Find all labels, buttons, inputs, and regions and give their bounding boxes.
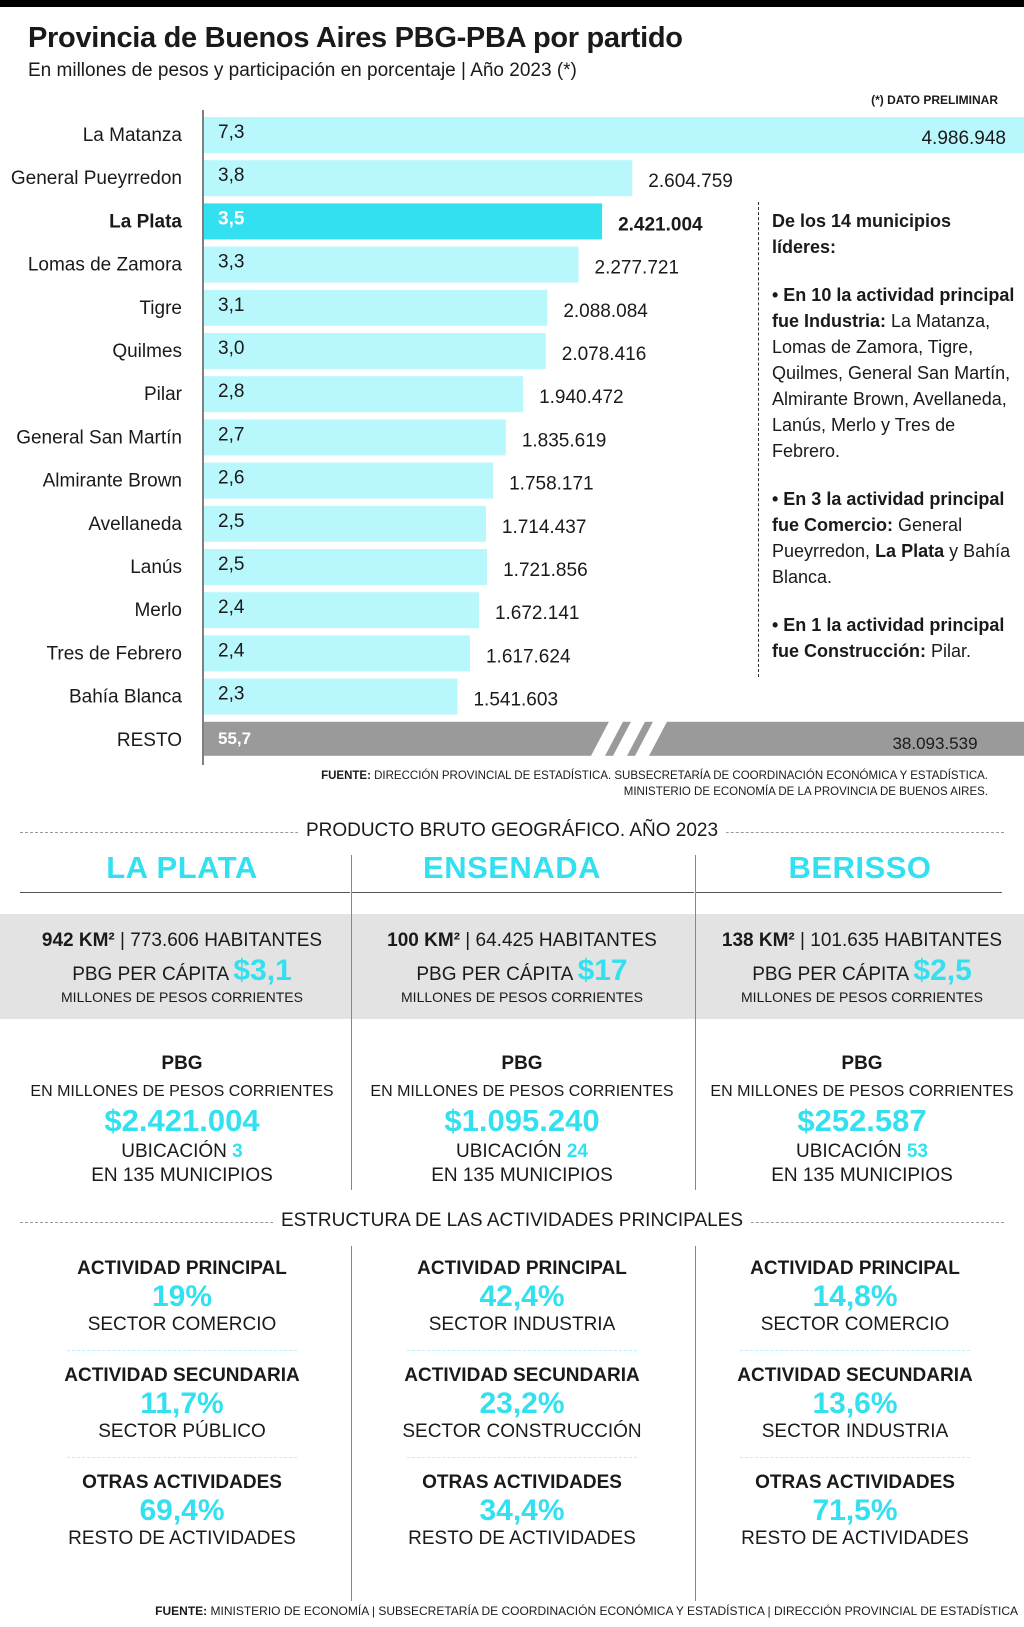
- percap-unit: MILLONES DE PESOS CORRIENTES: [401, 989, 643, 1005]
- act-principal-pct: 14,8%: [812, 1280, 898, 1313]
- category-label-avellaneda: Avellaneda: [88, 513, 182, 535]
- city-rule: [352, 892, 694, 893]
- notes-item-industria: [772, 282, 1017, 464]
- source-top-line1: DIRECCIÓN PROVINCIAL DE ESTADÍSTICA. SUBSECRETARÍA DE COORDINACIÓN ECONÓMICA Y ESTADÍSTICA.: [374, 770, 988, 782]
- act-principal-sector: SECTOR COMERCIO: [87, 1314, 277, 1335]
- source-top-line2: MINISTERIO DE ECONOMÍA DE LA PROVINCIA DE BUENOS AIRES.: [623, 786, 988, 798]
- act-separator: [67, 1457, 297, 1458]
- percap-unit: MILLONES DE PESOS CORRIENTES: [61, 989, 303, 1005]
- preliminary-note: (*) DATO PRELIMINAR: [871, 93, 998, 107]
- source-bottom: [155, 1604, 1018, 1618]
- act-secundaria-title: ACTIVIDAD SECUNDARIA: [404, 1365, 640, 1386]
- share-label-quilmes: 3,0: [218, 338, 245, 359]
- act-separator: [740, 1457, 970, 1458]
- act-secundaria-pct: 11,7%: [140, 1387, 224, 1420]
- notes-item3-bold: • En 1 la actividad principal fue Construcción:: [772, 615, 1005, 661]
- pbg-unit: EN MILLONES DE PESOS CORRIENTES: [370, 1083, 674, 1100]
- bar-la-matanza: [204, 117, 1024, 153]
- city-title-berisso: BERISSO: [788, 850, 932, 885]
- top-rule: [0, 0, 1024, 7]
- value-label-la-plata: 2.421.004: [618, 214, 703, 236]
- percap-label: PBG PER CÁPITA: [416, 964, 573, 985]
- pbg-ensenada: [352, 1053, 692, 1187]
- act-otras-sector: RESTO DE ACTIVIDADES: [741, 1528, 969, 1549]
- value-label-resto: 38.093.539: [892, 733, 978, 753]
- pbg-title: PBG: [841, 1053, 883, 1074]
- act-otras-sector: RESTO DE ACTIVIDADES: [68, 1528, 296, 1549]
- source-top-label: FUENTE:: [321, 770, 371, 782]
- act-otras-title: OTRAS ACTIVIDADES: [82, 1472, 282, 1493]
- ubic-value: 53: [906, 1141, 928, 1162]
- act-otras-pct: 71,5%: [812, 1494, 898, 1527]
- notes-item1-text: La Matanza, Lomas de Zamora, Tigre, Quilmes, General San Martín, Almirante Brown, Avellaneda, Lanús, Merlo y Tres de Febrero.: [772, 311, 1011, 461]
- percap-unit: MILLONES DE PESOS CORRIENTES: [741, 989, 983, 1005]
- notes-item3-text: Pilar.: [926, 641, 972, 661]
- value-label-general-san-martin: 1.835.619: [521, 430, 607, 452]
- pbg-title: PBG: [501, 1053, 543, 1074]
- ubic-value: 3: [232, 1141, 243, 1162]
- percap-value: $3,1: [233, 954, 292, 987]
- share-label-general-san-martin: 2,7: [218, 424, 245, 446]
- act-principal-title: ACTIVIDAD PRINCIPAL: [77, 1258, 287, 1279]
- share-label-la-matanza: 7,3: [218, 122, 245, 143]
- value-label-avellaneda: 1.714.437: [501, 516, 587, 538]
- category-label-tigre: Tigre: [139, 297, 182, 319]
- category-label-pilar: Pilar: [143, 384, 182, 406]
- share-label-almirante-brown: 2,6: [218, 467, 245, 489]
- act-secundaria-title: ACTIVIDAD SECUNDARIA: [64, 1365, 300, 1386]
- ubic-of: EN 135 MUNICIPIOS: [771, 1165, 953, 1186]
- share-label-lanus: 2,5: [218, 554, 245, 575]
- habitantes: 773.606 HABITANTES: [130, 930, 323, 951]
- ubic-of: EN 135 MUNICIPIOS: [91, 1165, 273, 1186]
- value-label-la-matanza: 4.986.948: [921, 128, 1006, 149]
- notes-item1-bold: • En 10 la actividad principal fue Industria:: [772, 285, 1015, 331]
- act-secundaria-sector: SECTOR PÚBLICO: [98, 1421, 266, 1442]
- value-label-almirante-brown: 1.758.171: [509, 473, 594, 495]
- city-title-ensenada: ENSENADA: [423, 850, 601, 885]
- category-label-resto: RESTO: [116, 729, 182, 751]
- activities-berisso: [685, 1258, 1024, 1550]
- notes-item-comercio: [772, 486, 1017, 590]
- bar-lomas-de-zamora: [204, 247, 579, 283]
- value-label-tres-de-febrero: 1.617.624: [485, 646, 571, 668]
- category-label-tres-de-febrero: Tres de Febrero: [46, 643, 182, 665]
- pbg-unit: EN MILLONES DE PESOS CORRIENTES: [30, 1083, 334, 1100]
- pbg-unit: EN MILLONES DE PESOS CORRIENTES: [710, 1083, 1014, 1100]
- notes-item2-text-b: y Bahía Blanca.: [772, 541, 1011, 587]
- area-km: 942 KM²: [41, 930, 115, 951]
- notes-item2-bold: • En 3 la actividad principal fue Comercio:: [772, 489, 1005, 535]
- value-label-lomas-de-zamora: 2.277.721: [594, 257, 680, 279]
- value-label-quilmes: 2.078.416: [561, 344, 647, 365]
- act-otras-sector: RESTO DE ACTIVIDADES: [408, 1528, 636, 1549]
- section-activities-heading: [20, 1210, 1004, 1232]
- percap-value: $17: [577, 954, 628, 987]
- ubic-label: UBICACIÓN: [456, 1141, 562, 1162]
- value-label-merlo: 1.672.141: [494, 603, 580, 625]
- pbg-title: PBG: [161, 1053, 203, 1074]
- area-km: 138 KM²: [721, 930, 795, 951]
- category-label-bahia-blanca: Bahía Blanca: [68, 686, 182, 708]
- category-label-quilmes: Quilmes: [112, 341, 182, 362]
- section-pbg-heading: [20, 820, 1004, 842]
- value-label-general-pueyrredon: 2.604.759: [648, 171, 733, 193]
- category-label-la-matanza: La Matanza: [82, 125, 182, 146]
- pbg-value: $252.587: [797, 1103, 927, 1138]
- category-label-general-san-martin: General San Martín: [16, 427, 182, 449]
- act-secundaria-sector: SECTOR CONSTRUCCIÓN: [402, 1421, 642, 1442]
- share-label-tres-de-febrero: 2,4: [218, 640, 245, 662]
- act-secundaria-pct: 23,2%: [479, 1387, 565, 1420]
- share-label-merlo: 2,4: [218, 597, 245, 619]
- act-separator: [407, 1350, 637, 1351]
- percap-label: PBG PER CÁPITA: [72, 964, 229, 985]
- category-label-general-pueyrredon: General Pueyrredon: [10, 168, 182, 190]
- category-label-lanus: Lanús: [130, 557, 182, 578]
- habitantes: 64.425 HABITANTES: [475, 930, 657, 951]
- city-rule: [20, 892, 350, 893]
- act-otras-title: OTRAS ACTIVIDADES: [755, 1472, 955, 1493]
- percap-label: PBG PER CÁPITA: [752, 964, 909, 985]
- city-title-la-plata: LA PLATA: [106, 850, 258, 885]
- percap-ensenada: 100 KM² | 64.425 HABITANTES PBG PER CÁPITA $17 MILLONES DE PESOS CORRIENTES: [352, 930, 692, 1005]
- share-label-avellaneda: 2,5: [218, 510, 245, 532]
- notes-intro: De los 14 municipios líderes:: [772, 211, 952, 257]
- act-principal-sector: SECTOR COMERCIO: [760, 1314, 950, 1335]
- act-principal-title: ACTIVIDAD PRINCIPAL: [417, 1258, 627, 1279]
- share-label-la-plata: 3,5: [218, 208, 245, 230]
- value-label-tigre: 2.088.084: [563, 300, 648, 322]
- value-label-bahia-blanca: 1.541.603: [473, 689, 559, 711]
- bar-merlo: [204, 592, 479, 628]
- activities-ensenada: [352, 1258, 692, 1550]
- act-separator: [740, 1350, 970, 1351]
- act-secundaria-sector: SECTOR INDUSTRIA: [761, 1421, 949, 1442]
- pbg-value: $2.421.004: [104, 1103, 260, 1138]
- section-activities-title: ESTRUCTURA DE LAS ACTIVIDADES PRINCIPALES: [273, 1210, 751, 1231]
- source-bottom-text: MINISTERIO DE ECONOMÍA | SUBSECRETARÍA DE COORDINACIÓN ECONÓMICA Y ESTADÍSTICA | DIRECCIÓN PROVINCIAL DE ESTADÍSTICA: [210, 1604, 1018, 1618]
- act-principal-pct: 19%: [151, 1280, 213, 1313]
- notes-box: [772, 208, 1017, 686]
- bar-tigre: [204, 290, 547, 326]
- bar-pilar: [204, 376, 523, 412]
- category-label-la-plata: La Plata: [109, 211, 182, 233]
- source-bottom-label: FUENTE:: [155, 1604, 208, 1618]
- category-label-almirante-brown: Almirante Brown: [42, 470, 182, 492]
- act-secundaria-title: ACTIVIDAD SECUNDARIA: [737, 1365, 973, 1386]
- share-label-lomas-de-zamora: 3,3: [218, 251, 245, 273]
- act-otras-title: OTRAS ACTIVIDADES: [422, 1472, 622, 1493]
- section-pbg-title: PRODUCTO BRUTO GEOGRÁFICO. AÑO 2023: [298, 820, 726, 841]
- percap-value: $2,5: [913, 954, 972, 987]
- share-label-tigre: 3,1: [218, 294, 245, 316]
- act-otras-pct: 34,4%: [479, 1494, 565, 1527]
- notes-item2-text-bold: La Plata: [875, 541, 945, 561]
- bar-quilmes: [204, 333, 546, 369]
- share-label-resto: 55,7: [218, 728, 252, 748]
- ubic-value: 24: [566, 1141, 588, 1162]
- pbg-value: $1.095.240: [444, 1103, 600, 1138]
- area-km: 100 KM²: [387, 930, 461, 951]
- pbg-la-plata: [12, 1053, 352, 1187]
- habitantes: 101.635 HABITANTES: [810, 930, 1003, 951]
- bar-la-plata: [204, 203, 602, 239]
- notes-divider: [758, 202, 759, 677]
- act-separator: [407, 1457, 637, 1458]
- bar-avellaneda: [204, 506, 486, 542]
- page-subtitle: En millones de pesos y participación en porcentaje | Año 2023 (*): [28, 60, 577, 81]
- ubic-of: EN 135 MUNICIPIOS: [431, 1165, 613, 1186]
- act-secundaria-pct: 13,6%: [812, 1387, 898, 1420]
- bar-almirante-brown: [204, 463, 493, 499]
- ubic-label: UBICACIÓN: [796, 1141, 902, 1162]
- value-label-pilar: 1.940.472: [539, 387, 624, 409]
- share-label-bahia-blanca: 2,3: [218, 683, 245, 705]
- percap-la-plata: 942 KM² | 773.606 HABITANTES PBG PER CÁPITA $3,1 MILLONES DE PESOS CORRIENTES: [12, 930, 352, 1005]
- act-separator: [67, 1350, 297, 1351]
- pbg-berisso: [692, 1053, 1024, 1187]
- share-label-general-pueyrredon: 3,8: [218, 165, 245, 187]
- bar-general-san-martin: [204, 419, 506, 455]
- percap-berisso: 138 KM² | 101.635 HABITANTES PBG PER CÁPITA $2,5 MILLONES DE PESOS CORRIENTES: [692, 930, 1024, 1005]
- category-label-lomas-de-zamora: Lomas de Zamora: [27, 254, 182, 276]
- ubic-label: UBICACIÓN: [121, 1141, 227, 1162]
- share-label-pilar: 2,8: [218, 381, 245, 403]
- act-otras-pct: 69,4%: [139, 1494, 225, 1527]
- notes-item-construccion: [772, 612, 1017, 664]
- bar-lanus: [204, 549, 487, 585]
- city-rule: [696, 892, 1002, 893]
- source-top: [321, 768, 988, 800]
- notes-item2-text-a: General Pueyrredon,: [772, 515, 963, 561]
- activities-la-plata: [12, 1258, 352, 1550]
- act-principal-pct: 42,4%: [479, 1280, 565, 1313]
- act-principal-title: ACTIVIDAD PRINCIPAL: [750, 1258, 960, 1279]
- value-label-lanus: 1.721.856: [503, 560, 588, 581]
- bar-general-pueyrredon: [204, 160, 632, 196]
- category-label-merlo: Merlo: [134, 600, 182, 622]
- page-title: Provincia de Buenos Aires PBG-PBA por partido: [28, 22, 683, 54]
- act-principal-sector: SECTOR INDUSTRIA: [428, 1314, 616, 1335]
